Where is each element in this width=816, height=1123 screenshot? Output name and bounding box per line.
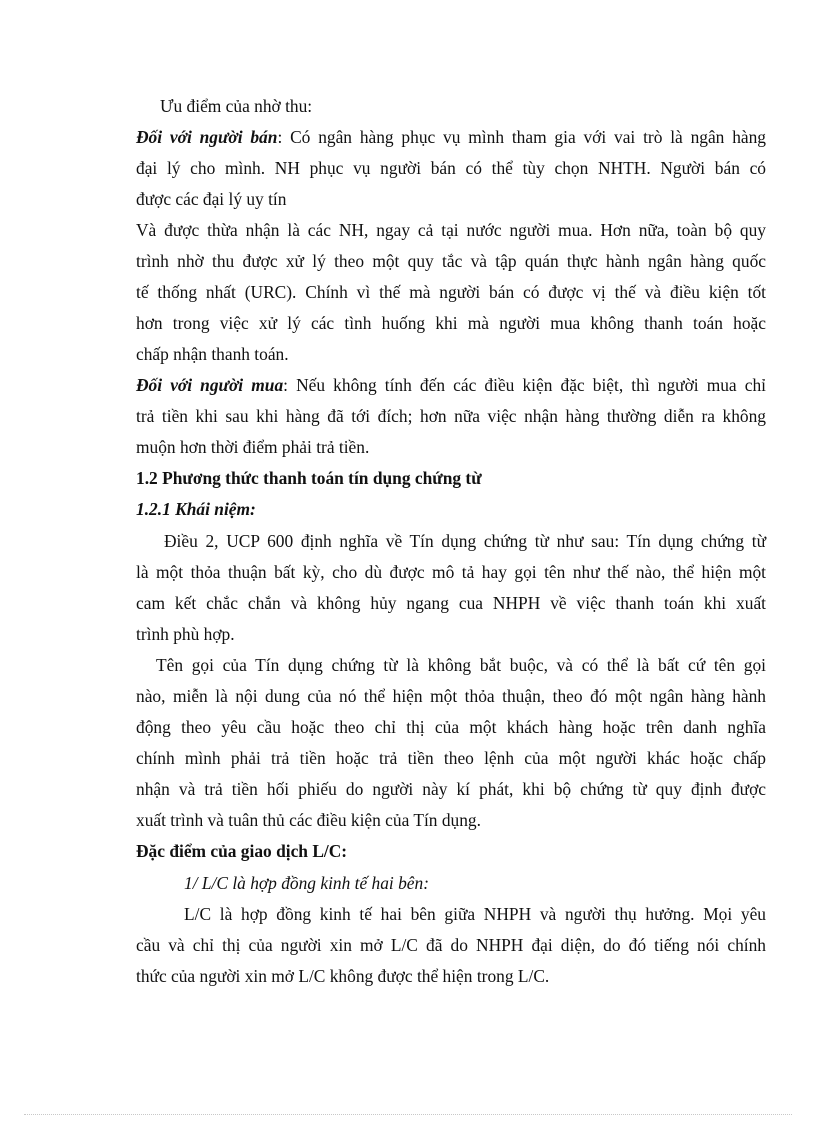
subsection-heading: 1.2.1 Khái niệm:: [136, 499, 256, 519]
lc-feature-item-heading: 1/ L/C là hợp đồng kinh tế hai bên:: [184, 873, 430, 893]
body-line: trả tiền khi sau khi hàng đã tới đích; hơn nữa việc nhận hàng thường diễn ra không: [136, 406, 766, 426]
body-line: cầu và chỉ thị của người xin mở L/C đã do NHPH đại diện, do đó tiếng nói chính: [136, 935, 766, 955]
body-line: muộn hơn thời điểm phải trả tiền.: [136, 437, 370, 457]
buyer-text: : Nếu không tính đến các điều kiện đặc biệt, thì người mua chỉ: [283, 375, 767, 395]
buyer-label: Đối với người mua: [136, 375, 284, 395]
body-line: cam kết chắc chắn và không hủy ngang cua NHPH về việc thanh toán khi xuất: [136, 593, 766, 613]
naming-first-line: Tên gọi của Tín dụng chứng từ là không bắt buộc, và có thể là bất cứ tên gọi: [156, 655, 766, 675]
body-line: chính mình phải trả tiền hoặc trả tiền theo lệnh của một người khác hoặc chấp: [136, 748, 766, 768]
body-line: thức của người xin mở L/C không được thể hiện trong L/C.: [136, 966, 550, 986]
body-line: trình nhờ thu được xử lý theo một quy tắc và tập quán thực hành ngân hàng quốc: [136, 251, 766, 271]
body-line: nào, miễn là nội dung của nó thể hiện một thỏa thuận, theo đó một ngân hàng hành: [136, 686, 766, 706]
page-bottom-divider: [24, 1114, 792, 1115]
definition-first-line: Điều 2, UCP 600 định nghĩa về Tín dụng chứng từ như sau: Tín dụng chứng từ: [164, 531, 766, 551]
body-line: đại lý cho mình. NH phục vụ người bán có thể tùy chọn NHTH. Người bán có: [136, 158, 766, 178]
section-heading: 1.2 Phương thức thanh toán tín dụng chứng từ: [136, 468, 482, 488]
body-line: tế thống nhất (URC). Chính vì thế mà người bán có được vị thế và điều kiện tốt: [136, 282, 766, 302]
seller-text: : Có ngân hàng phục vụ mình tham gia với vai trò là ngân hàng: [277, 127, 767, 147]
lc-features-heading: Đặc điểm của giao dịch L/C:: [136, 841, 348, 861]
seller-label: Đối với người bán: [136, 127, 278, 147]
seller-paragraph-line: [136, 126, 766, 148]
body-line: xuất trình và tuân thủ các điều kiện của Tín dụng.: [136, 810, 481, 830]
body-line: động theo yêu cầu hoặc theo chỉ thị của một khách hàng hoặc trên danh nghĩa: [136, 717, 766, 737]
body-line: chấp nhận thanh toán.: [136, 344, 289, 364]
advantages-heading: Ưu điểm của nhờ thu:: [160, 96, 313, 116]
body-line: Và được thừa nhận là các NH, ngay cả tại nước người mua. Hơn nữa, toàn bộ quy: [136, 220, 766, 240]
body-line: hơn trong việc xử lý các tình huống khi mà người mua không thanh toán hoặc: [136, 313, 766, 333]
body-line: trình phù hợp.: [136, 624, 235, 644]
buyer-paragraph-line: [136, 374, 766, 396]
body-line: được các đại lý uy tín: [136, 189, 287, 209]
body-line: là một thỏa thuận bất kỳ, cho dù được mô tả hay gọi tên như thế nào, thể hiện một: [136, 562, 766, 582]
lc-feature-first-line: L/C là hợp đồng kinh tế hai bên giữa NHPH và người thụ hưởng. Mọi yêu: [184, 904, 766, 924]
body-line: nhận và trả tiền hối phiếu do người này kí phát, khi bộ chứng từ quy định được: [136, 779, 766, 799]
